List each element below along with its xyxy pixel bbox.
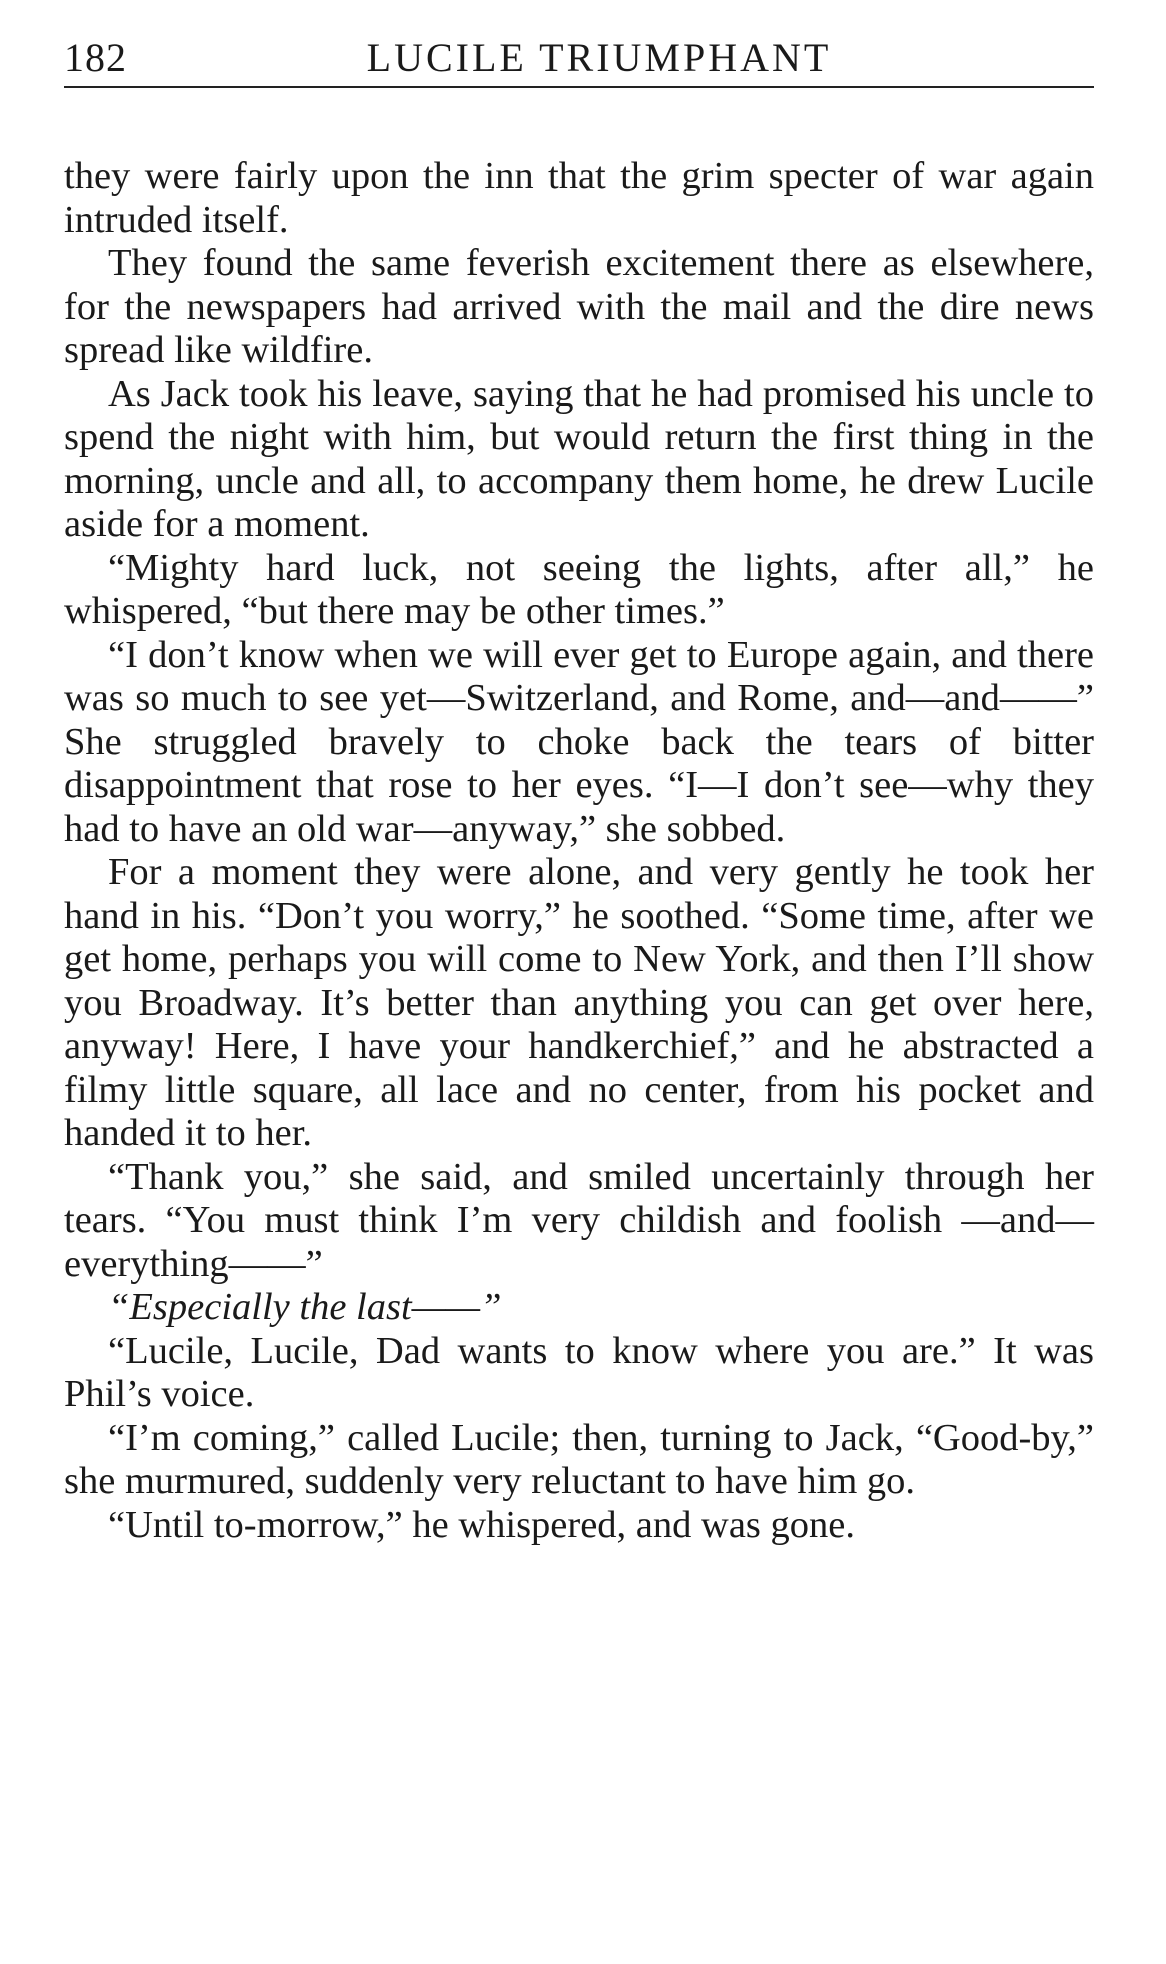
running-title: LUCILE TRIUMPHANT [366, 35, 832, 80]
paragraph: As Jack took his leave, saying that he had promised his uncle to spend the night with him, but would return the first thing in the morning, uncle and all, to accompany them home, he drew Lucile aside for a moment. [64, 372, 1094, 545]
dialogue-paragraph: “Until to-morrow,” he whispered, and was gone. [108, 1503, 855, 1546]
page-number: 182 [64, 35, 127, 80]
dialogue-paragraph: “Thank you,” she said, and smiled uncertainly through her tears. “You must think I’m very childish and foolish —and—everything——” [64, 1155, 1094, 1285]
dialogue-paragraph: “Especially the last——” [108, 1286, 502, 1328]
dialogue-paragraph: “Lucile, Lucile, Dad wants to know where you are.” It was Phil’s voice. [64, 1329, 1094, 1415]
dialogue-paragraph: “Mighty hard luck, not seeing the lights, after all,” he whispered, “but there may be other times.” [64, 546, 1094, 632]
paragraph: They found the same feverish excitement there as elsewhere, for the newspapers had arrived with the mail and the dire news spread like wildfire. [64, 242, 1094, 371]
paragraph-continuation: they were fairly upon the inn that the grim specter of war again intruded itself. [64, 155, 1094, 241]
dialogue-paragraph: “I’m coming,” called Lucile; then, turning to Jack, “Good-by,” she murmured, suddenly very reluctant to have him go. [64, 1416, 1094, 1502]
dialogue-paragraph: “I don’t know when we will ever get to Europe again, and there was so much to see yet—Switzerland, and Rome, and—and——” She struggled bravely to choke back the tears of bitter disappointment that rose to her eyes. “I—I don’t see—why they had to have an old war—anyway,” she sobbed. [64, 633, 1094, 850]
paragraph: For a moment they were alone, and very gently he took her hand in his. “Don’t you worry,” he soothed. “Some time, after we get home, perhaps you will come to New York, and then I’ll show you Broadway. It’s better than anything you can get over here, anyway! Here, I have your handkerchief,” and he abstracted a filmy little square, all lace and no center, from his pocket and handed it to her. [64, 851, 1094, 1154]
body-text [64, 155, 1094, 1547]
running-header [64, 32, 1094, 88]
